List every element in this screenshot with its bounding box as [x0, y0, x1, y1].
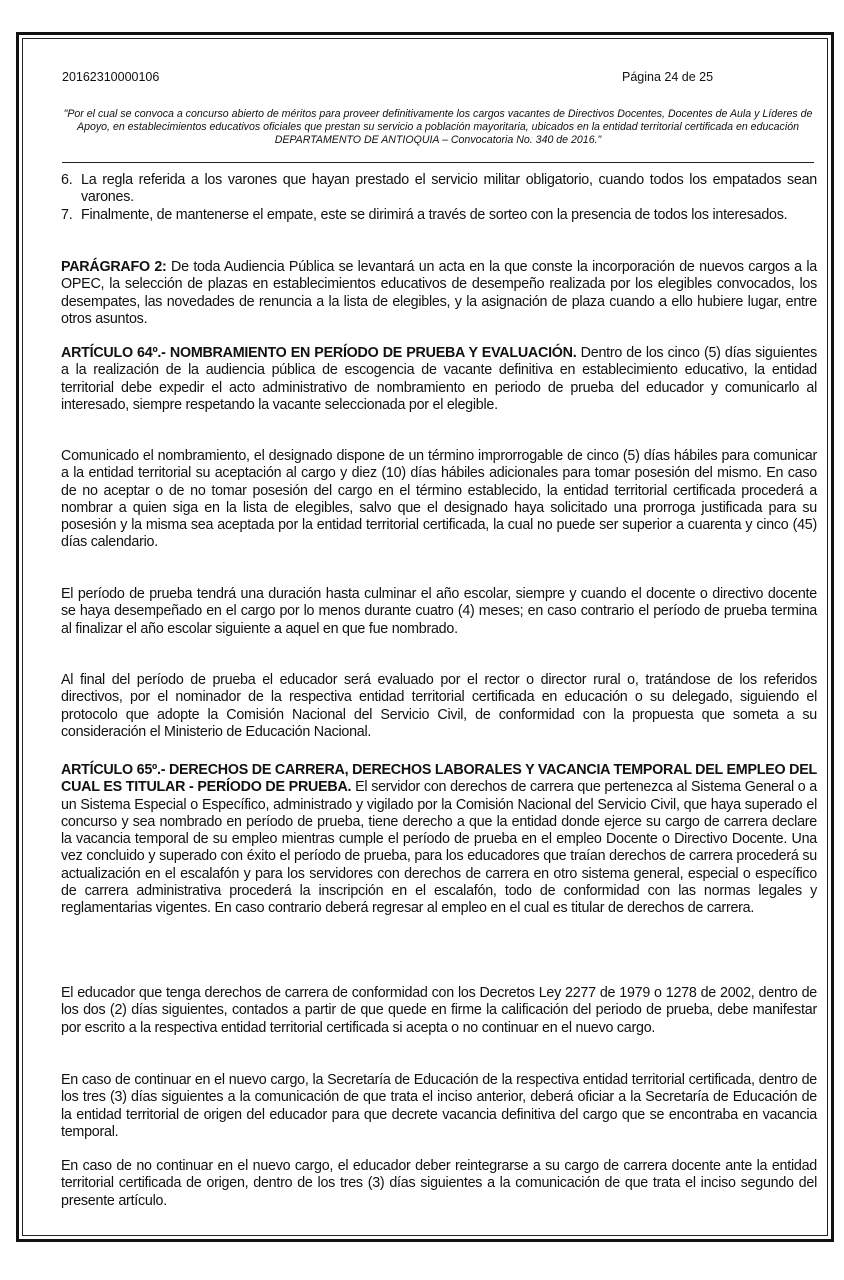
list-item	[61, 207, 817, 224]
document-id: 20162310000106	[62, 70, 160, 84]
paragrafo-2-text: De toda Audiencia Pública se levantará un acta en la que conste la incorporación de nuevos cargos a la OPEC, la selección de plazas en establecimientos educativos de desempeño realizada por los elegibles convocados, los desempates, las novedades de renuncia a la lista de elegibles, y la asignación de plaza cuando a ello hubiere lugar, entre otros asuntos.	[61, 259, 817, 327]
page-number: Página 24 de 25	[622, 70, 714, 84]
list-item-number: 7.	[61, 207, 73, 223]
paragrafo-2-heading: PARÁGRAFO 2:	[61, 259, 167, 275]
list-item-number: 6.	[61, 172, 73, 188]
articulo-65-text: El servidor con derechos de carrera que pertenezca al Sistema General o a un Sistema Especial o Específico, administrado y vigilado por la Comisión Nacional del Servicio Civil, que haya superado el concurso y sea nombrado en período de prueba, tiene derecho a que la entidad donde ejerce su cargo de carrera declare la vacancia temporal de su empleo mientras cumple el período de prueba en el empleo Docente o Directivo Docente. Una vez concluido y superado con éxito el período de prueba, para los educadores que traían derechos de carrera procederá su actualización en el escalafón y para los servidores con derechos de carrera en otro sistema general, especial o específico de carrera administrativa procederá la inscripción en el escalafón, todo de conformidad con las normas legales y reglamentarias vigentes. En caso contrario deberá regresar al empleo en el cual es titular de derechos de carrera.	[61, 779, 817, 917]
header-divider	[62, 162, 814, 163]
list-item-text: Finalmente, de mantenerse el empate, este se dirimirá a través de sorteo con la presencia de todos los interesados.	[81, 207, 788, 223]
list-item	[61, 172, 817, 207]
document-subtitle: "Por el cual se convoca a concurso abierto de méritos para proveer definitivamente los cargos vacantes de Directivos Docentes, Docentes de Aula y Líderes de Apoyo, en establecimientos educativos oficiales que prestan su servicio a población mayoritaria, ubicados en la entidad territorial certificada en educación DEPARTAMENTO DE ANTIOQUIA – Convocatoria No. 340 de 2016."	[63, 108, 813, 146]
articulo-64-heading: ARTÍCULO 64º.- NOMBRAMIENTO EN PERÍODO DE PRUEBA Y EVALUACIÓN.	[61, 345, 577, 361]
paragraph: En caso de no continuar en el nuevo cargo, el educador deber reintegrarse a su cargo de carrera docente ante la entidad territorial certificada de origen, dentro de los tres (3) días siguientes a la comunicación de que trata el inciso segundo del presente artículo.	[61, 1158, 817, 1209]
articulo-65	[61, 762, 817, 918]
paragraph: El período de prueba tendrá una duración hasta culminar el año escolar, siempre y cuando el docente o directivo docente se haya desempeñado en el cargo por lo menos durante cuatro (4) meses; en caso contrario el período de prueba termina al finalizar el año escolar siguiente a aquel en que fue nombrado.	[61, 586, 817, 637]
paragraph: Al final del período de prueba el educador será evaluado por el rector o director rural o, tratándose de los referidos directivos, por el nominador de la respectiva entidad territorial certificada en educación o su delegado, siguiendo el protocolo que adopte la Comisión Nacional del Servicio Civil, de conformidad con la propuesta que someta a su consideración el Ministerio de Educación Nacional.	[61, 672, 817, 740]
paragraph: El educador que tenga derechos de carrera de conformidad con los Decretos Ley 2277 de 1979 o 1278 de 2002, dentro de los dos (2) días siguientes, contados a partir de que quede en firme la calificación del periodo de prueba, debe manifestar por escrito a la respectiva entidad territorial certificada si acepta o no continuar en el nuevo cargo.	[61, 985, 817, 1036]
articulo-64	[61, 345, 817, 414]
list-item-text: La regla referida a los varones que hayan prestado el servicio militar obligatorio, cuando todos los empatados sean varones.	[81, 172, 817, 206]
paragrafo-2	[61, 259, 817, 328]
paragraph: En caso de continuar en el nuevo cargo, la Secretaría de Educación de la respectiva entidad territorial certificada, dentro de los tres (3) días siguientes a la comunicación de que trata el inciso anterior, deberá oficiar a la Secretaría de Educación de la entidad territorial de origen del educador para que decrete vacancia definitiva del cargo que se encontraba en vacancia temporal.	[61, 1072, 817, 1140]
paragraph: Comunicado el nombramiento, el designado dispone de un término improrrogable de cinco (5) días hábiles para comunicar a la entidad territorial su aceptación al cargo y diez (10) días hábiles adicionales para tomar posesión del mismo. En caso de no aceptar o de no tomar posesión del cargo en el término establecido, la entidad territorial certificada procederá a nombrar a quien siga en la lista de elegibles, salvo que el designado haya solicitado una prorroga justificada para su posesión y la misma sea aceptada por la entidad territorial certificada, la cual no puede ser superior a cuarenta y cinco (45) días calendario.	[61, 448, 817, 551]
articulo-64-text: Dentro de los cinco (5) días siguientes a la realización de la audiencia pública de escogencia de vacante definitiva en establecimiento educativo, la entidad territorial debe expedir el acto administrativo de nombramiento en periodo de prueba del educador y comunicarlo al interesado, siempre respetando la vacante seleccionada por el elegible.	[61, 345, 817, 413]
articulo-65-heading: ARTÍCULO 65º.- DERECHOS DE CARRERA, DERECHOS LABORALES Y VACANCIA TEMPORAL DEL EMPLEO DEL CUAL ES TITULAR - PERÍODO DE PRUEBA.	[61, 762, 817, 796]
